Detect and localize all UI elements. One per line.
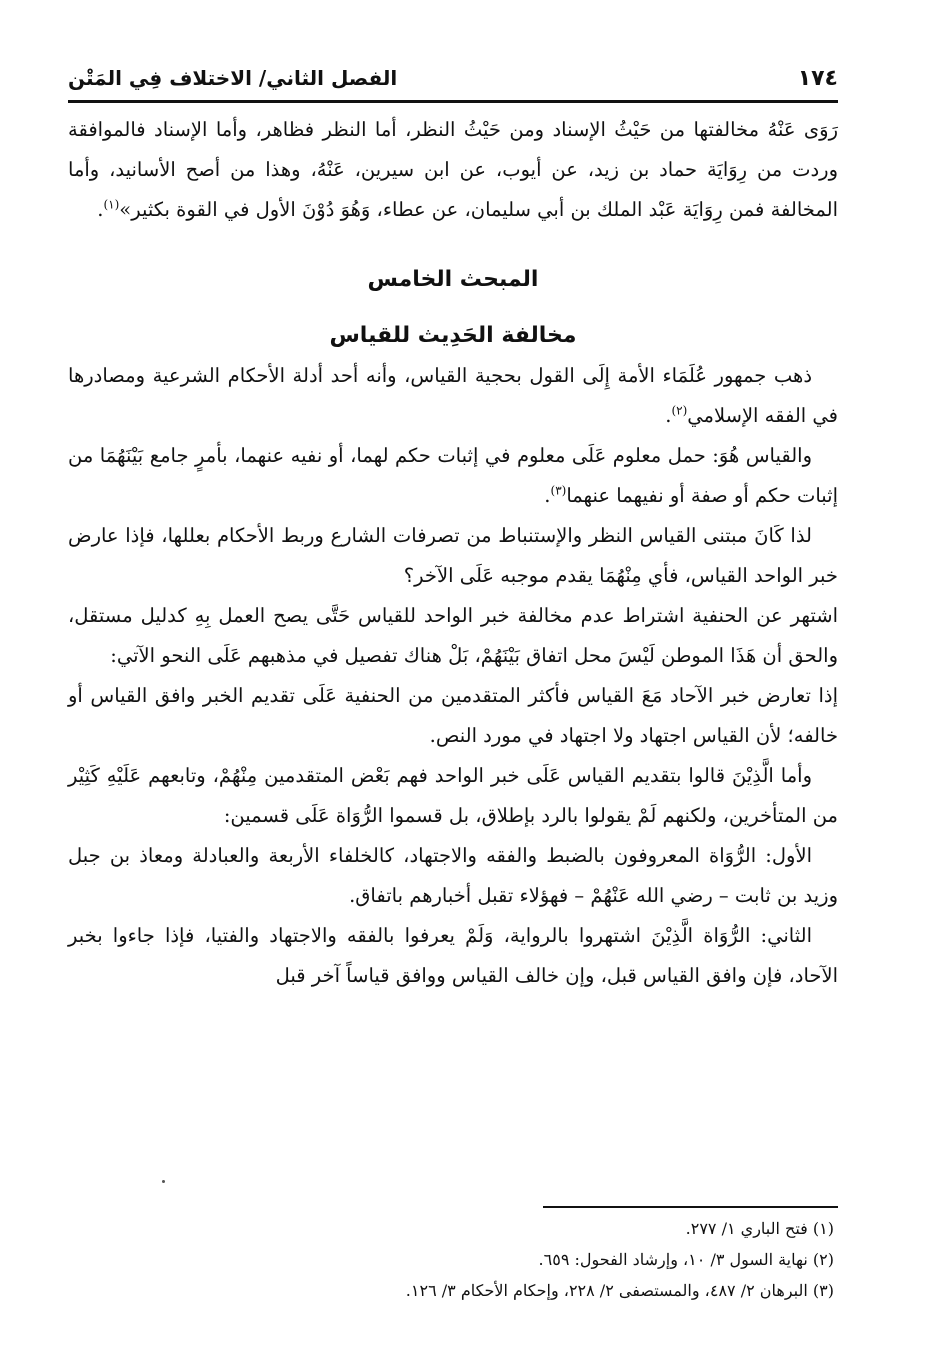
main-text [68, 110, 838, 996]
paragraph-conflict-question: لذا كَانَ مبتنى القياس النظر والإستنباط من تصرفات الشارع وربط الأحكام بعللها، فإذا عارض خبر الواحد القياس، فأي مِنْهُمَا يقدم موجبه عَلَى الآخر؟ [68, 524, 838, 587]
page-header [68, 56, 838, 100]
paragraph-qiyas-precedence: وأما الَّذِيْنَ قالوا بتقديم القياس عَلَى خبر الواحد فهم بَعْض المتقدمين مِنْهُمْ، وتابعهم عَلَيْهِ كَثِيْر من المتأخرين، ولكنهم لَمْ يقولوا بالرد بإطلاق، بل قسموا الرُّوَاة عَلَى قسمين: [68, 764, 838, 827]
page-number: ١٧٤ [797, 65, 838, 91]
section-heading: المبحث الخامس [367, 267, 539, 292]
paragraph-qiyas-authority: ذهب جمهور عُلَمَاء الأمة إِلَى القول بحجية القياس، وأنه أحد أدلة الأحكام الشرعية ومصادرها في الفقه الإسلامي$^{(٢)}$. [68, 364, 838, 427]
footnote-rule [543, 1206, 838, 1208]
stray-mark [162, 1180, 165, 1183]
header-rule [68, 100, 838, 103]
footnote-ref-1[interactable]: (١) [103, 197, 120, 212]
paragraph-hanafi-view: اشتهر عن الحنفية اشتراط عدم مخالفة خبر الواحد للقياس حَتَّى يصح العمل بِهِ كدليل مستقل، والحق أن هَذَا الموطن لَيْسَ محل اتفاق بَيْنَهُمْ، بَلْ هناك تفصيل في مذهبهم عَلَى النحو الآتي: [68, 604, 838, 667]
paragraph-second-category: الثاني: الرُّوَاة الَّذِيْنَ اشتهروا بالرواية، وَلَمْ يعرفوا بالفقه والاجتهاد والفتيا، فإذا جاءوا بخبر الآحاد، فإن وافق القياس قبل، وإن خالف القياس ووافق قياساً آخر قبل [68, 924, 838, 987]
section-subheading: مخالفة الحَدِيث للقياس [329, 323, 577, 348]
running-title: الفصل الثاني/ الاختلاف فِي المَتْن [68, 66, 398, 90]
paragraph-qiyas-definition: والقياس هُوَ: حمل معلوم عَلَى معلوم في إثبات حكم لهما، أو نفيه عنهما، بأمرٍ جامع بَيْنَهُمَا من إثبات حكم أو صفة أو نفيهما عنهما$^{(٣)}$. [68, 444, 838, 507]
footnote-2: (٢) نهاية السول ٣/ ١٠، وإرشاد الفحول: ٦٥٩. [538, 1250, 834, 1269]
footnote-ref-2[interactable]: (٢) [671, 403, 688, 418]
paragraph-intro: رَوَى عَنْهُ مخالفتها من حَيْثُ الإسناد ومن حَيْثُ النظر، أما النظر فظاهر، وأما الإسناد فالموافقة وردت من رِوَايَة حماد بن زيد، عن أيوب، عن ابن سيرين، عَنْهُ، وهذا من أصح الأسانيد، وأما المخالفة فمن رِوَايَة عَبْد الملك بن أبي سليمان، عن عطاء، وَهُوَ دُوْنَ الأول في القوة بكثير»$^{(١)}$. [68, 118, 838, 221]
footnote-3: (٣) البرهان ٢/ ٤٨٧، والمستصفى ٢/ ٢٢٨، وإحكام الأحكام ٣/ ١٢٦. [405, 1281, 834, 1300]
paragraph-first-category: الأول: الرُّوَاة المعروفون بالضبط والفقه والاجتهاد، كالخلفاء الأربعة والعبادلة ومعاذ بن جبل وزيد بن ثابت – رضي الله عَنْهُمْ – فهؤلاء تقبل أخبارهم باتفاق. [68, 844, 838, 907]
paragraph-early-hanafi: إذا تعارض خبر الآحاد مَعَ القياس فأكثر المتقدمين من الحنفية عَلَى تقديم الخبر وافق القياس أو خالفه؛ لأن القياس اجتهاد ولا اجتهاد في مورد النص. [68, 684, 838, 747]
footnotes [68, 1213, 838, 1306]
footnote-1: (١) فتح الباري ١/ ٢٧٧. [685, 1219, 834, 1238]
footnote-ref-3[interactable]: (٣) [550, 483, 567, 498]
